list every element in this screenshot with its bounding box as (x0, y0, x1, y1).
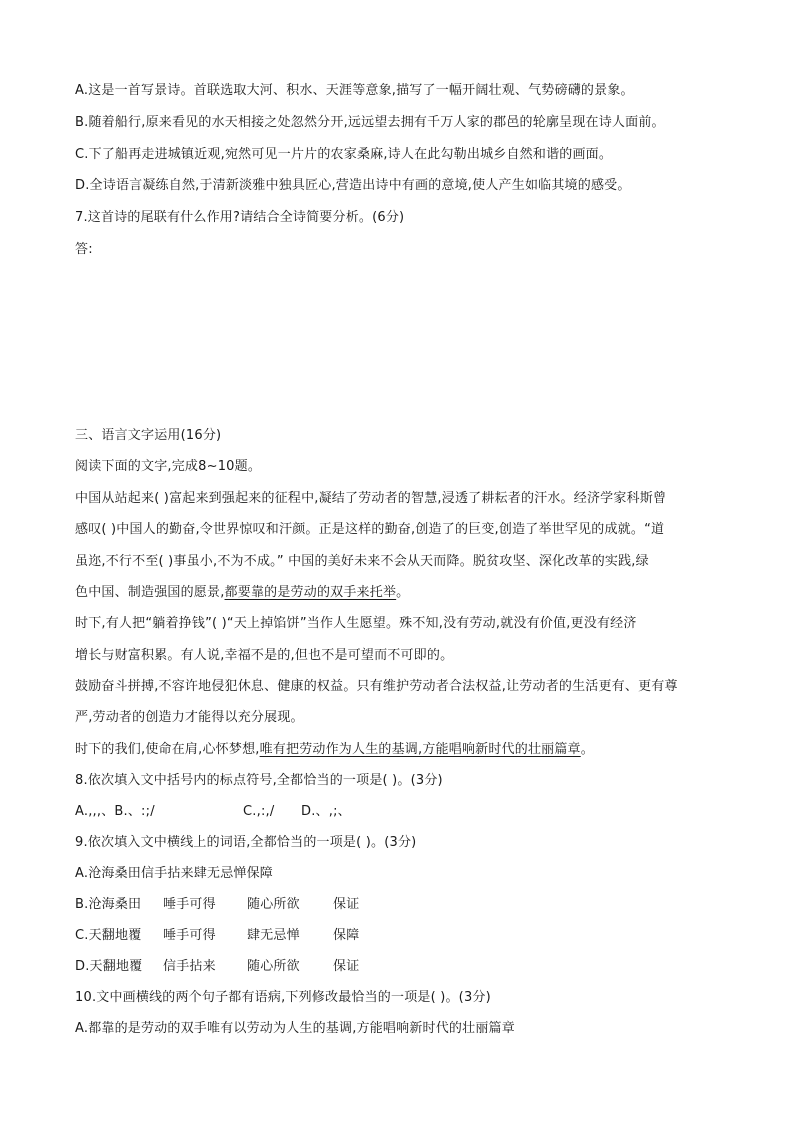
section-heading: 三、语言文字运用(16分) (75, 428, 222, 443)
passage-text: 。 (396, 585, 410, 600)
q9-d-word: D.天翻地覆 (75, 959, 143, 974)
passage-line: 严,劳动者的创造力才能得以充分展现。 (75, 710, 304, 725)
q7-answer-label: 答: (75, 242, 93, 257)
q8-option-ab: A.,,,、B.、:;/ (75, 804, 155, 819)
q8-options (75, 803, 735, 821)
q8-question: 8.依次填入文中括号内的标点符号,全都恰当的一项是( )。(3分) (75, 773, 443, 788)
q9-c-word: 唾手可得 (163, 928, 216, 943)
q9-c-word: C.天翻地覆 (75, 928, 142, 943)
q6-option-c: C.下了船再走进城镇近观,宛然可见一片片的农家桑麻,诗人在此勾勒出城乡自然和谐的画面。 (75, 147, 613, 162)
q9-c-word: 肆无忌惮 (247, 928, 300, 943)
q9-b-word: B.沧海桑田 (75, 897, 142, 912)
underlined-sentence-1: 都要靠的是劳动的双手来托举 (224, 585, 397, 600)
q9-b-word: 随心所欲 (247, 897, 300, 912)
section-instruction: 阅读下面的文字,完成8~10题。 (75, 459, 262, 474)
passage-text: 时下的我们,使命在肩,心怀梦想, (75, 742, 260, 757)
q9-option-c (75, 927, 735, 945)
q9-b-word: 保证 (333, 897, 360, 912)
passage-line: 时下,有人把“躺着挣钱”( )“天上掉馅饼”当作人生愿望。殊不知,没有劳动,就没有价值,更没有经济 (75, 616, 637, 631)
q9-b-word: 唾手可得 (163, 897, 216, 912)
q6-option-d: D.全诗语言凝练自然,于清新淡雅中独具匠心,营造出诗中有画的意境,使人产生如临其境的感受。 (75, 178, 631, 193)
passage-line: 鼓励奋斗拼搏,不容许地侵犯休息、健康的权益。只有维护劳动者合法权益,让劳动者的生活更有、更有尊 (75, 679, 678, 694)
q9-d-word: 保证 (333, 959, 360, 974)
q10-question: 10.文中画横线的两个句子都有语病,下列修改最恰当的一项是( )。(3分) (75, 990, 491, 1005)
q9-d-word: 随心所欲 (247, 959, 300, 974)
passage-line: 虽迩,不行不至( )事虽小,不为不成。” 中国的美好未来不会从天而降。脱贫攻坚、深化改革的实践,绿 (75, 554, 649, 569)
passage-line (75, 584, 735, 602)
passage-line (75, 741, 735, 759)
q9-option-a: A.沧海桑田信手拈来肆无忌惮保障 (75, 866, 273, 881)
underlined-sentence-2: 唯有把劳动作为人生的基调,方能唱响新时代的壮丽篇章 (259, 742, 581, 757)
q9-c-word: 保障 (333, 928, 360, 943)
q8-option-c: C.,:,/ (243, 804, 275, 819)
q6-option-a: A.这是一首写景诗。首联选取大河、积水、天涯等意象,描写了一幅开阔壮观、气势磅礴的景象。 (75, 83, 634, 98)
passage-line: 感叹( )中国人的勤奋,令世界惊叹和汗颜。正是这样的勤奋,创造了的巨变,创造了举世罕见的成就。“道 (75, 522, 665, 537)
passage-line: 中国从站起来( )富起来到强起来的征程中,凝结了劳动者的智慧,浸透了耕耘者的汗水。经济学家科斯曾 (75, 491, 667, 506)
passage-text: 色中国、制造强国的愿景, (75, 585, 225, 600)
q9-d-word: 信手拈来 (163, 959, 216, 974)
q8-option-d: D.、,;、 (301, 804, 351, 819)
q9-option-b (75, 896, 735, 914)
q6-option-b: B.随着船行,原来看见的水天相接之处忽然分开,远远望去拥有千万人家的郡邑的轮廓呈现在诗人面前。 (75, 115, 665, 130)
q10-option-a: A.都靠的是劳动的双手唯有以劳动为人生的基调,方能唱响新时代的壮丽篇章 (75, 1021, 515, 1036)
passage-line: 增长与财富积累。有人说,幸福不是的,但也不是可望而不可即的。 (75, 648, 454, 663)
q7-question: 7.这首诗的尾联有什么作用?请结合全诗简要分析。(6分) (75, 210, 405, 225)
passage-text: 。 (580, 742, 594, 757)
q9-option-d (75, 958, 735, 976)
q9-question: 9.依次填入文中横线上的词语,全都恰当的一项是( )。(3分) (75, 835, 417, 850)
